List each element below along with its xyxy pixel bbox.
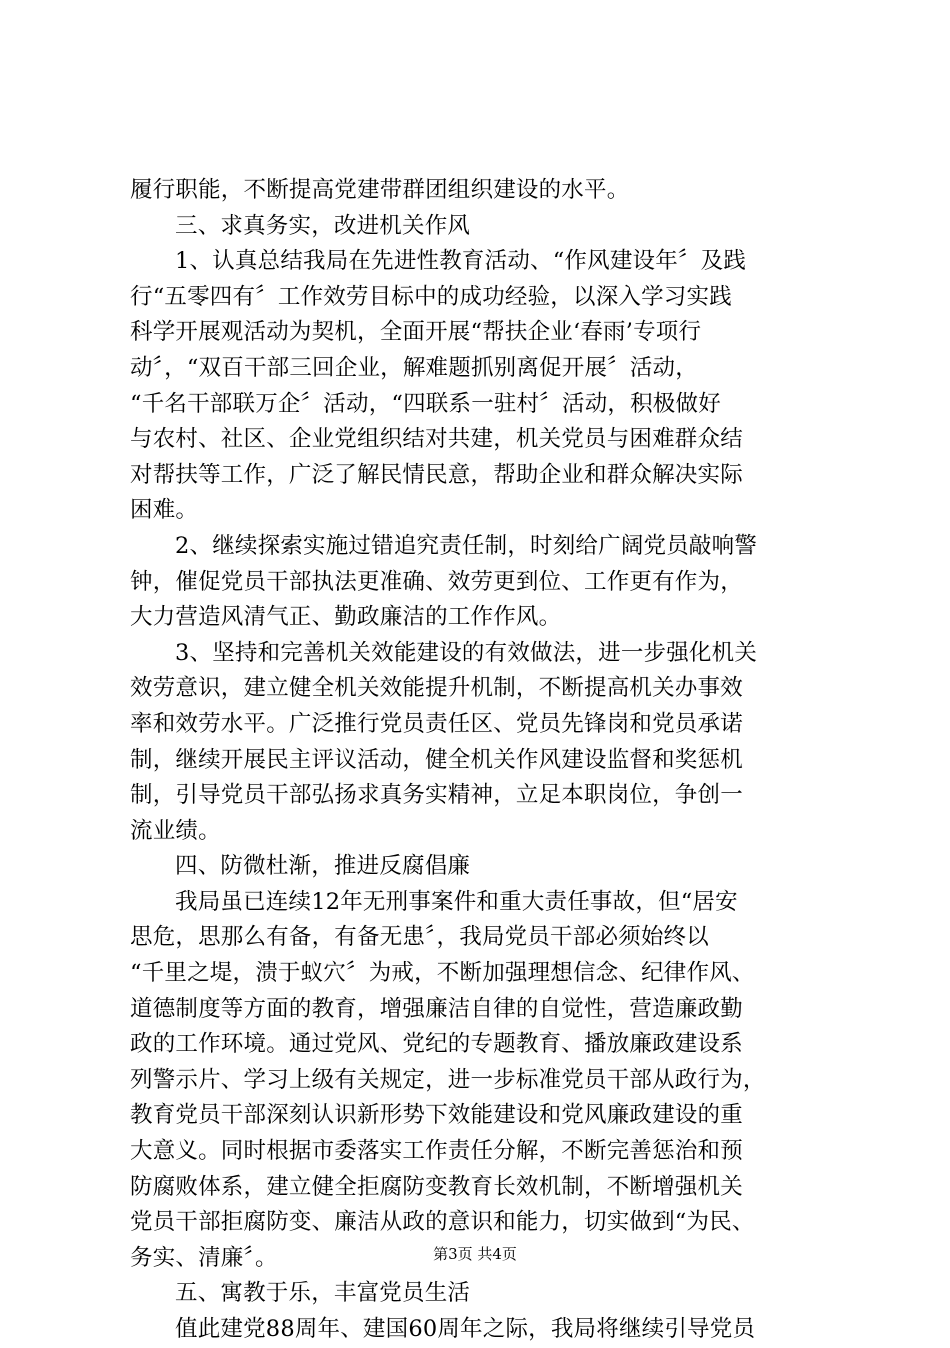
text-line: 道德制度等方面的教育，增强廉洁自律的自觉性，营造廉政勤 <box>130 995 743 1022</box>
text-line: 制，继续开展民主评议活动，健全机关作风建设监督和奖惩机 <box>130 746 743 773</box>
text-line: 三、求真务实，改进机关作风 <box>175 212 471 239</box>
text-line: 钟，催促党员干部执法更准确、效劳更到位、工作更有作为， <box>130 568 743 595</box>
text-line: “千里之堤，溃于蚁穴〞为戒，不断加强理想信念、纪律作风、 <box>130 960 755 987</box>
text-line: 困难。 <box>130 497 199 524</box>
text-line: 务实、清廉〞。 <box>130 1244 278 1271</box>
page-number: 第3页 共4页 <box>433 1245 517 1263</box>
text-line: 效劳意识，建立健全机关效能提升机制，不断提高机关办事效 <box>130 675 743 702</box>
text-line: 制，引导党员干部弘扬求真务实精神，立足本职岗位，争创一 <box>130 782 743 809</box>
text-line: 行“五零四有〞工作效劳目标中的成功经验，以深入学习实践 <box>130 283 732 310</box>
text-line: 流业绩。 <box>130 817 221 844</box>
text-line: 大意义。同时根据市委落实工作责任分解，不断完善惩治和预 <box>130 1138 743 1165</box>
text-line: 列警示片、学习上级有关规定，进一步标准党员干部从政行为， <box>130 1066 766 1093</box>
text-line: 动〞，“双百干部三回企业，解难题抓别离促开展〞活动， <box>130 354 698 381</box>
text-line: “千名干部联万企〞活动，“四联系一驻村〞活动，积极做好 <box>130 390 721 417</box>
text-line: 履行职能，不断提高党建带群团组织建设的水平。 <box>130 177 630 203</box>
text-line: 率和效劳水平。广泛推行党员责任区、党员先锋岗和党员承诺 <box>130 710 743 737</box>
text-line: 大力营造风清气正、勤政廉洁的工作作风。 <box>130 604 562 631</box>
text-line: 教育党员干部深刻认识新形势下效能建设和党风廉政建设的重 <box>130 1102 743 1129</box>
document-body <box>130 173 830 1348</box>
text-line: 2、继续探索实施过错追究责任制，时刻给广阔党员敲响警 <box>175 532 758 559</box>
text-line: 党员干部拒腐防变、廉洁从政的意识和能力，切实做到“为民、 <box>130 1209 755 1236</box>
text-line: 科学开展观活动为契机，全面开展“帮扶企业‘春雨’专项行 <box>130 319 702 346</box>
text-line: 与农村、社区、企业党组织结对共建，机关党员与困难群众结 <box>130 426 743 453</box>
text-line: 政的工作环境。通过党风、党纪的专题教育、播放廉政建设系 <box>130 1031 743 1058</box>
text-line: 值此建党88周年、建国60周年之际，我局将继续引导党员 <box>175 1316 756 1342</box>
text-line: 五、寓教于乐，丰富党员生活 <box>175 1280 471 1307</box>
text-line: 3、坚持和完善机关效能建设的有效做法，进一步强化机关 <box>175 639 758 666</box>
text-line: 我局虽已连续12年无刑事案件和重大责任事故，但“居安 <box>175 888 738 915</box>
text-line: 防腐败体系，建立健全拒腐防变教育长效机制，不断增强机关 <box>130 1173 743 1200</box>
text-line: 对帮扶等工作，广泛了解民情民意，帮助企业和群众解决实际 <box>130 461 743 488</box>
text-line: 四、防微杜渐，推进反腐倡廉 <box>175 853 471 880</box>
page-footer <box>0 1244 950 1264</box>
text-line: 思危，思那么有备，有备无患〞，我局党员干部必须始终以 <box>130 924 709 951</box>
text-line: 1、认真总结我局在先进性教育活动、“作风建设年〞及践 <box>175 248 747 275</box>
